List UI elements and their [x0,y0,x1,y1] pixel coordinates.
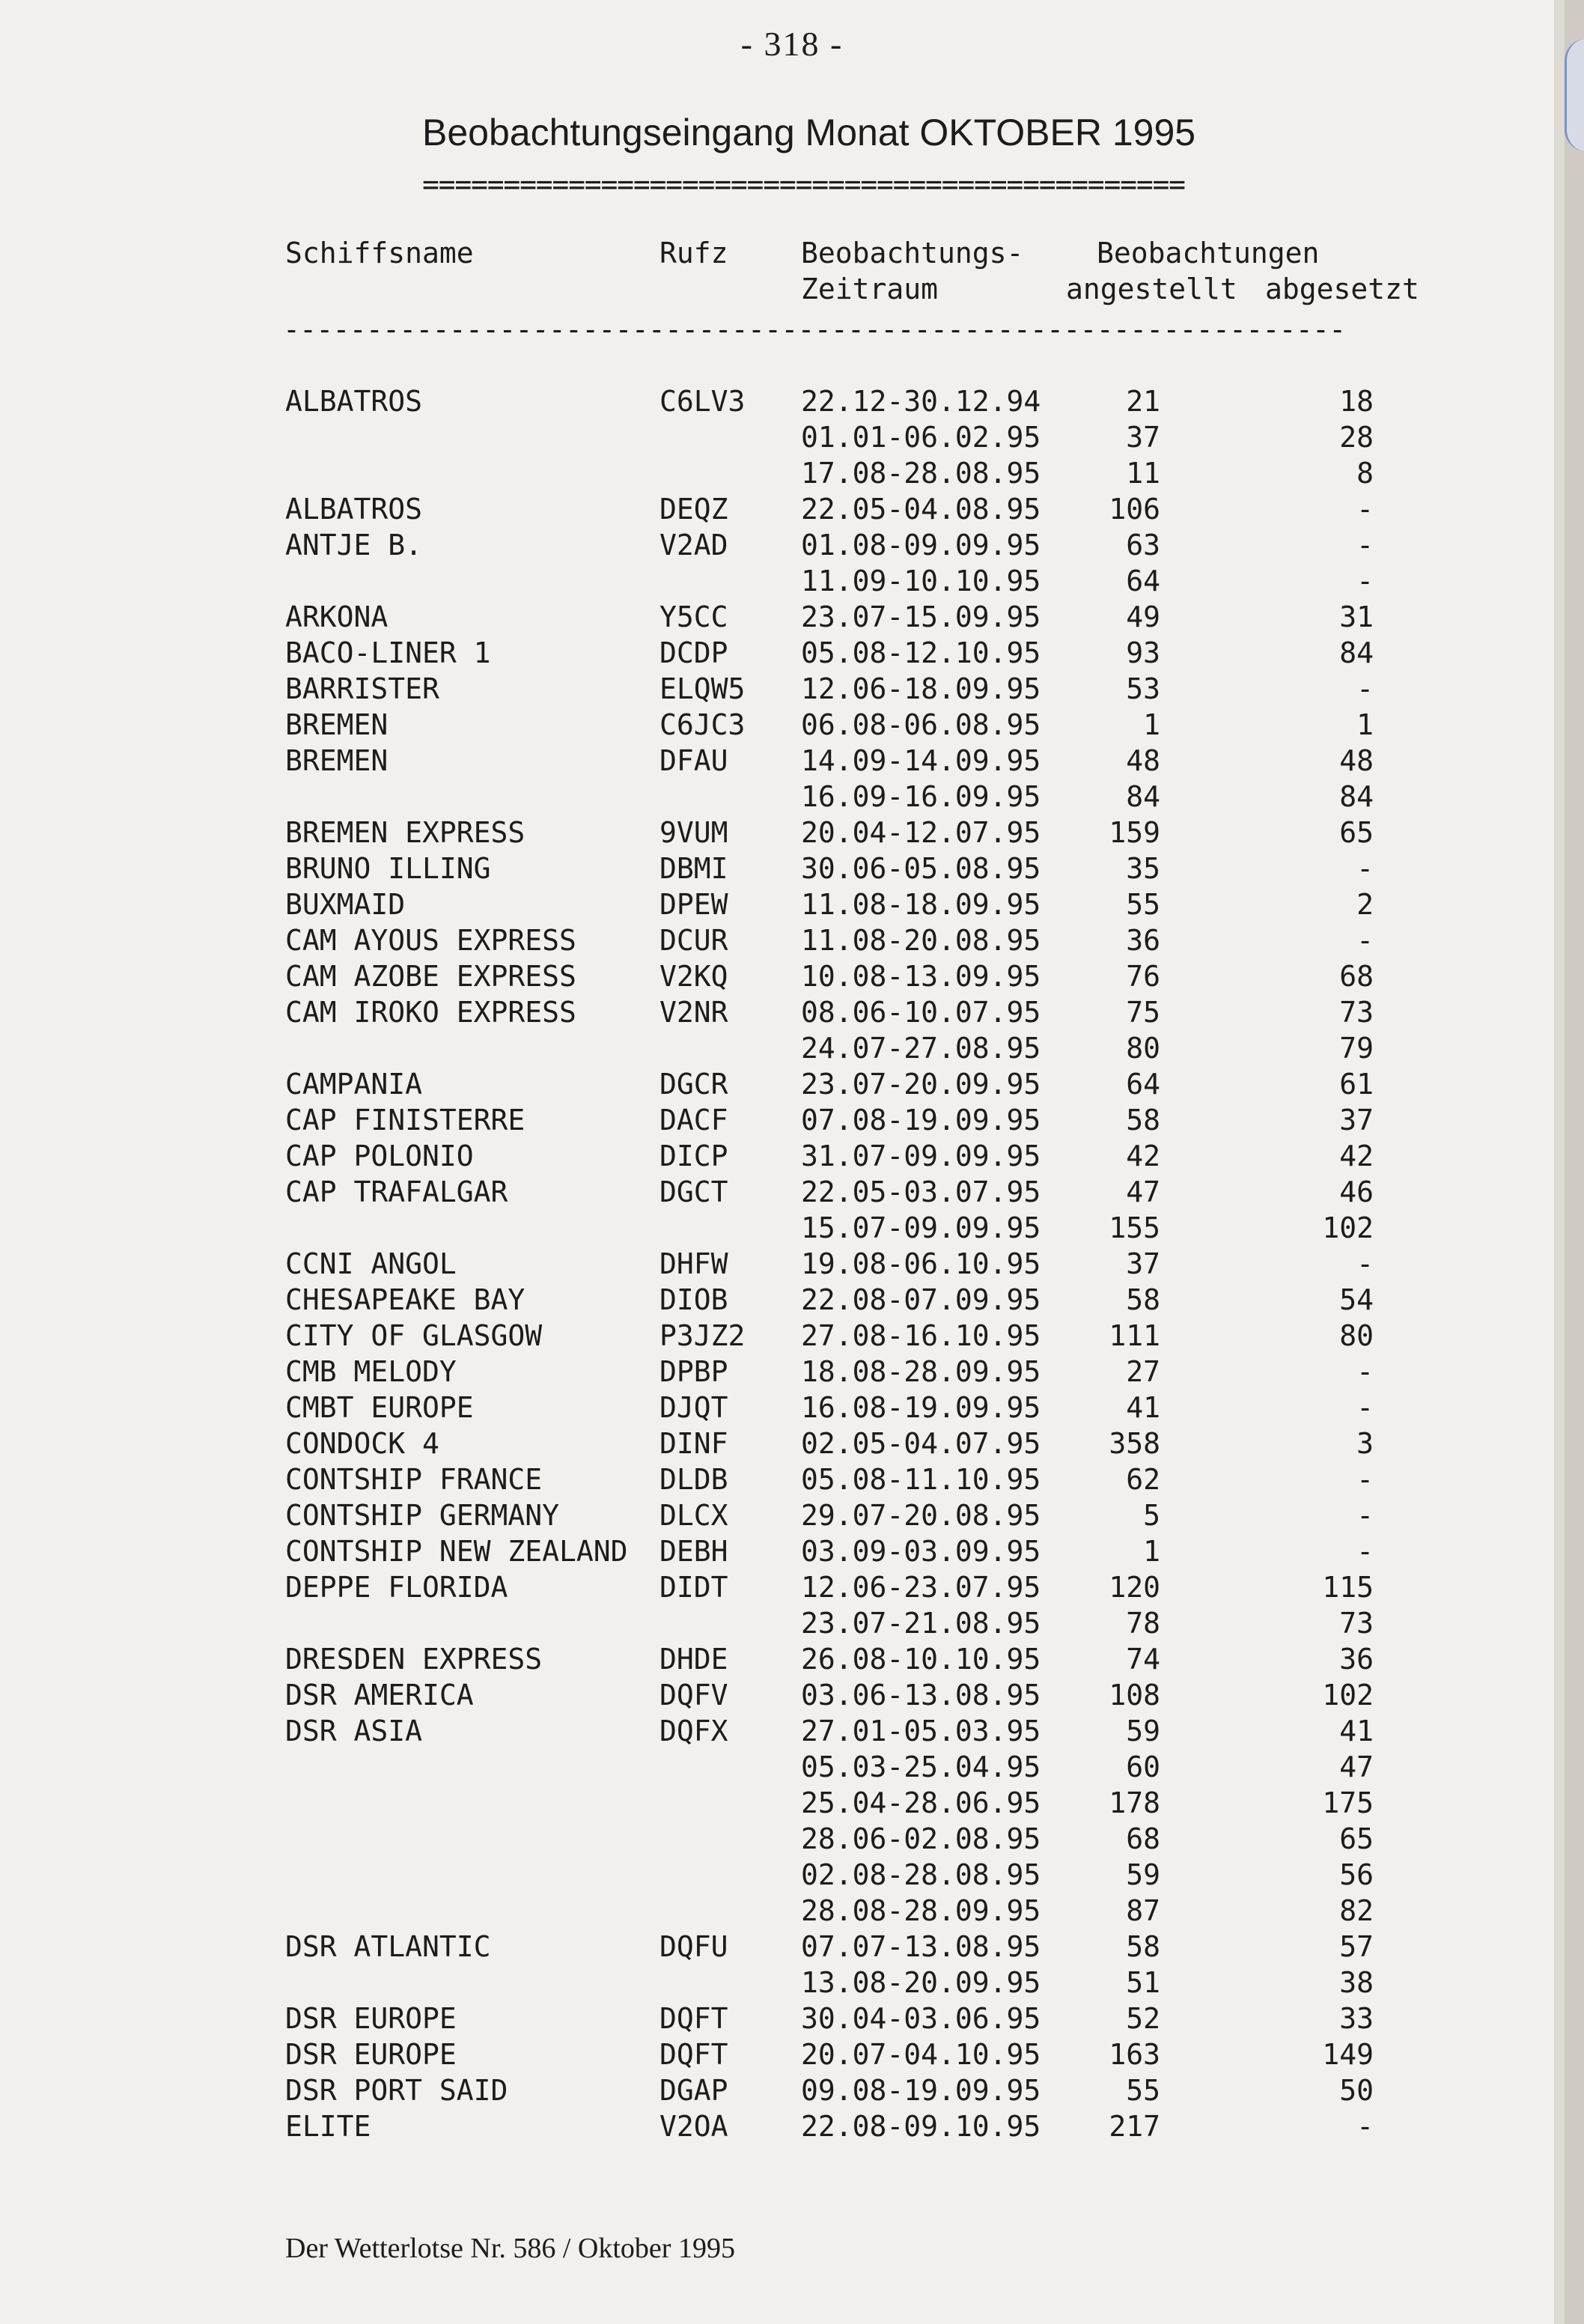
call-sign-cell: DHDE [660,1643,728,1676]
observations-made-cell: 35 [1126,852,1160,885]
table-row [0,1246,1565,1282]
observations-made-cell: 159 [1109,816,1160,849]
period-cell: 22.08-07.09.95 [801,1283,1041,1316]
period-cell: 14.09-14.09.95 [801,744,1041,777]
observations-made-cell: 163 [1109,2038,1160,2071]
period-cell: 05.08-12.10.95 [801,636,1041,669]
table-row [0,1497,1565,1533]
period-cell: 02.08-28.08.95 [801,1858,1041,1891]
observations-made-cell: 1 [1143,708,1160,741]
table-row [0,563,1565,599]
observations-sent-cell: 73 [1339,996,1374,1029]
observations-made-cell: 75 [1126,996,1160,1029]
ship-name-cell: CONTSHIP FRANCE [285,1463,543,1496]
observations-sent-cell: 65 [1339,1822,1374,1855]
table-row [0,1893,1565,1929]
table-row [0,922,1565,958]
observations-sent-cell: 8 [1356,457,1374,490]
ship-name-cell: ANTJE B. [285,529,423,562]
page-footer: Der Wetterlotse Nr. 586 / Oktober 1995 [285,2233,735,2264]
header-sent: abgesetzt [1265,273,1419,305]
observations-made-cell: 27 [1126,1355,1160,1388]
observations-sent-cell: 79 [1339,1032,1374,1065]
header-period-line1: Beobachtungs- [801,237,1024,270]
call-sign-cell: DJQT [660,1391,728,1424]
observations-sent-cell: 31 [1339,600,1374,633]
period-cell: 11.08-18.09.95 [801,888,1041,921]
ship-name-cell: BREMEN [285,708,389,741]
ship-name-cell: CONDOCK 4 [285,1427,439,1460]
period-cell: 20.04-12.07.95 [801,816,1041,849]
ship-name-cell: CAM IROKO EXPRESS [285,996,576,1029]
observations-sent-cell: 47 [1339,1750,1374,1783]
table-row [0,1282,1565,1318]
period-cell: 23.07-21.08.95 [801,1607,1041,1640]
observations-sent-cell: 82 [1339,1894,1374,1927]
table-row [0,1713,1565,1749]
observations-made-cell: 37 [1126,1247,1160,1280]
observations-made-cell: 62 [1126,1463,1160,1496]
period-cell: 12.06-18.09.95 [801,672,1041,705]
call-sign-cell: DEQZ [660,493,728,526]
ship-name-cell: CAP POLONIO [285,1140,474,1172]
call-sign-cell: DCDP [660,636,728,669]
table-row [0,671,1565,707]
ship-name-cell: BREMEN [285,744,389,777]
ship-name-cell: DSR EUROPE [285,2002,457,2035]
ship-name-cell: DSR ATLANTIC [285,1930,491,1963]
call-sign-cell: P3JZ2 [660,1319,746,1352]
table-row [0,958,1565,994]
call-sign-cell: DBMI [660,852,728,885]
observations-made-cell: 55 [1126,888,1160,921]
period-cell: 10.08-13.09.95 [801,960,1041,993]
ship-name-cell: DRESDEN EXPRESS [285,1643,543,1676]
table-row [0,2001,1565,2036]
table-row [0,1929,1565,1965]
observations-sent-cell: 149 [1322,2038,1374,2071]
observations-made-cell: 155 [1109,1211,1160,1244]
period-cell: 23.07-20.09.95 [801,1068,1041,1101]
period-cell: 22.05-03.07.95 [801,1175,1041,1208]
observations-sent-cell: - [1356,1463,1374,1496]
ship-name-cell: CITY OF GLASGOW [285,1319,543,1352]
call-sign-cell: V2OA [660,2110,728,2143]
observations-sent-cell: 61 [1339,1068,1374,1101]
period-cell: 29.07-20.08.95 [801,1499,1041,1532]
period-cell: 22.08-09.10.95 [801,2110,1041,2143]
table-row [0,1605,1565,1641]
observations-made-cell: 36 [1126,924,1160,957]
observations-made-cell: 87 [1126,1894,1160,1927]
stamp-fragment [1565,39,1584,151]
observations-sent-cell: 57 [1339,1930,1374,1963]
ship-name-cell: ELITE [285,2110,371,2143]
period-cell: 01.08-09.09.95 [801,529,1041,562]
observations-sent-cell: 84 [1339,780,1374,813]
period-cell: 25.04-28.06.95 [801,1786,1041,1819]
ship-name-cell: CAP FINISTERRE [285,1104,526,1137]
period-cell: 08.06-10.07.95 [801,996,1041,1029]
table-row [0,707,1565,743]
period-cell: 26.08-10.10.95 [801,1643,1041,1676]
period-cell: 07.07-13.08.95 [801,1930,1041,1963]
observations-sent-cell: 54 [1339,1283,1374,1316]
observations-made-cell: 76 [1126,960,1160,993]
call-sign-cell: V2AD [660,529,728,562]
observations-made-cell: 11 [1126,457,1160,490]
period-cell: 19.08-06.10.95 [801,1247,1041,1280]
observations-sent-cell: - [1356,1355,1374,1388]
table-row [0,455,1565,491]
observations-made-cell: 178 [1109,1786,1160,1819]
table-row [0,1174,1565,1210]
observations-made-cell: 51 [1126,1966,1160,1999]
observations-made-cell: 60 [1126,1750,1160,1783]
ship-name-cell: CONTSHIP NEW ZEALAND [285,1535,628,1568]
table-row [0,599,1565,635]
period-cell: 27.01-05.03.95 [801,1715,1041,1747]
call-sign-cell: DACF [660,1104,728,1137]
observations-sent-cell: 33 [1339,2002,1374,2035]
call-sign-cell: DFAU [660,744,728,777]
period-cell: 27.08-16.10.95 [801,1319,1041,1352]
call-sign-cell: C6LV3 [660,385,746,418]
period-cell: 11.08-20.08.95 [801,924,1041,957]
observations-sent-cell: - [1356,529,1374,562]
observations-sent-cell: 1 [1356,708,1374,741]
period-cell: 17.08-28.08.95 [801,457,1041,490]
observations-sent-cell: 38 [1339,1966,1374,1999]
table-row [0,994,1565,1030]
period-cell: 18.08-28.09.95 [801,1355,1041,1388]
page-edge [1565,0,1584,2324]
observations-made-cell: 84 [1126,780,1160,813]
observations-made-cell: 111 [1109,1319,1160,1352]
table-row [0,419,1565,455]
header-made: angestellt [1066,273,1237,305]
table-row [0,1785,1565,1821]
table-row [0,1318,1565,1354]
table-row [0,2072,1565,2108]
ship-name-cell: BUXMAID [285,888,406,921]
title-underline: =============================================== [422,168,1185,201]
table-row [0,815,1565,851]
call-sign-cell: DLCX [660,1499,728,1532]
table-row [0,1533,1565,1569]
observations-sent-cell: 73 [1339,1607,1374,1640]
observations-made-cell: 120 [1109,1571,1160,1604]
ship-name-cell: CMB MELODY [285,1355,457,1388]
call-sign-cell: 9VUM [660,816,728,849]
call-sign-cell: ELQW5 [660,672,746,705]
ship-name-cell: CMBT EUROPE [285,1391,474,1424]
observations-made-cell: 55 [1126,2074,1160,2107]
period-cell: 05.03-25.04.95 [801,1750,1041,1783]
table-row [0,1965,1565,2001]
observations-sent-cell: 68 [1339,960,1374,993]
observations-made-cell: 68 [1126,1822,1160,1855]
table-row [0,1210,1565,1246]
period-cell: 30.06-05.08.95 [801,852,1041,885]
call-sign-cell: DICP [660,1140,728,1172]
period-cell: 22.12-30.12.94 [801,385,1041,418]
table-row [0,635,1565,671]
table-row [0,527,1565,563]
table-row [0,1461,1565,1497]
observations-made-cell: 64 [1126,1068,1160,1101]
observations-made-cell: 1 [1143,1535,1160,1568]
period-cell: 05.08-11.10.95 [801,1463,1041,1496]
table-row [0,1857,1565,1893]
observations-made-cell: 53 [1126,672,1160,705]
period-cell: 01.01-06.02.95 [801,421,1041,454]
observations-made-cell: 63 [1126,529,1160,562]
observations-sent-cell: 65 [1339,816,1374,849]
observations-made-cell: 78 [1126,1607,1160,1640]
call-sign-cell: Y5CC [660,600,728,633]
ship-name-cell: ARKONA [285,600,389,633]
call-sign-cell: DGCT [660,1175,728,1208]
observations-made-cell: 52 [1126,2002,1160,2035]
observations-sent-cell: 84 [1339,636,1374,669]
ship-name-cell: BREMEN EXPRESS [285,816,526,849]
observations-sent-cell: - [1356,1391,1374,1424]
call-sign-cell: DQFT [660,2038,728,2071]
ship-name-cell: DSR ASIA [285,1715,423,1747]
call-sign-cell: DIOB [660,1283,728,1316]
observations-sent-cell: - [1356,852,1374,885]
page-title: Beobachtungseingang Monat OKTOBER 1995 [422,112,1196,153]
period-cell: 09.08-19.09.95 [801,2074,1041,2107]
call-sign-cell: V2KQ [660,960,728,993]
observations-sent-cell: - [1356,1499,1374,1532]
call-sign-cell: DLDB [660,1463,728,1496]
observations-sent-cell: 102 [1322,1679,1374,1712]
period-cell: 28.06-02.08.95 [801,1822,1041,1855]
period-cell: 15.07-09.09.95 [801,1211,1041,1244]
table-row [0,743,1565,779]
period-cell: 03.06-13.08.95 [801,1679,1041,1712]
observations-made-cell: 358 [1109,1427,1160,1460]
observations-made-cell: 106 [1109,493,1160,526]
call-sign-cell: DINF [660,1427,728,1460]
observations-sent-cell: 56 [1339,1858,1374,1891]
header-period-line2: Zeitraum [801,273,939,305]
page-number: - 318 - [740,25,844,63]
table-row [0,1390,1565,1426]
call-sign-cell: DPBP [660,1355,728,1388]
observations-sent-cell: 42 [1339,1140,1374,1172]
page-gutter [1554,0,1565,2324]
table-row [0,1749,1565,1785]
period-cell: 03.09-03.09.95 [801,1535,1041,1568]
ship-name-cell: DSR AMERICA [285,1679,474,1712]
call-sign-cell: DCUR [660,924,728,957]
period-cell: 16.08-19.09.95 [801,1391,1041,1424]
call-sign-cell: V2NR [660,996,728,1029]
observations-sent-cell: 115 [1322,1571,1374,1604]
period-cell: 22.05-04.08.95 [801,493,1041,526]
observations-made-cell: 5 [1143,1499,1160,1532]
ship-name-cell: CHESAPEAKE BAY [285,1283,526,1316]
ship-name-cell: BRUNO ILLING [285,852,491,885]
table-row [0,779,1565,815]
observations-made-cell: 37 [1126,421,1160,454]
observations-sent-cell: 36 [1339,1643,1374,1676]
table-row [0,851,1565,886]
ship-name-cell: CCNI ANGOL [285,1247,457,1280]
period-cell: 07.08-19.09.95 [801,1104,1041,1137]
call-sign-cell: DGCR [660,1068,728,1101]
observations-made-cell: 59 [1126,1715,1160,1747]
observations-made-cell: 93 [1126,636,1160,669]
observations-sent-cell: - [1356,2110,1374,2143]
observations-sent-cell: 175 [1322,1786,1374,1819]
ship-name-cell: ALBATROS [285,385,423,418]
ship-name-cell: BARRISTER [285,672,439,705]
period-cell: 11.09-10.10.95 [801,565,1041,597]
observations-made-cell: 74 [1126,1643,1160,1676]
period-cell: 30.04-03.06.95 [801,2002,1041,2035]
observations-sent-cell: - [1356,1535,1374,1568]
observations-sent-cell: 50 [1339,2074,1374,2107]
ship-name-cell: ALBATROS [285,493,423,526]
header-rule: ---------------------------------------------------------------- [283,313,1346,346]
ship-name-cell: CONTSHIP GERMANY [285,1499,560,1532]
table-row [0,1569,1565,1605]
observations-made-cell: 217 [1109,2110,1160,2143]
call-sign-cell: DEBH [660,1535,728,1568]
table-row [0,1426,1565,1461]
observations-made-cell: 47 [1126,1175,1160,1208]
period-cell: 16.09-16.09.95 [801,780,1041,813]
table-row [0,491,1565,527]
header-call-sign: Rufz [660,237,728,270]
period-cell: 31.07-09.09.95 [801,1140,1041,1172]
call-sign-cell: DQFT [660,2002,728,2035]
table-row [0,2108,1565,2144]
call-sign-cell: DIDT [660,1571,728,1604]
ship-name-cell: DSR EUROPE [285,2038,457,2071]
observations-sent-cell: - [1356,672,1374,705]
observations-made-cell: 80 [1126,1032,1160,1065]
table-row [0,1641,1565,1677]
observations-made-cell: 49 [1126,600,1160,633]
call-sign-cell: DQFX [660,1715,728,1747]
table-row [0,886,1565,922]
observations-sent-cell: 28 [1339,421,1374,454]
table-row [0,1138,1565,1174]
period-cell: 12.06-23.07.95 [801,1571,1041,1604]
observation-table [0,383,1565,2144]
observations-sent-cell: 46 [1339,1175,1374,1208]
observations-sent-cell: 37 [1339,1104,1374,1137]
observations-made-cell: 42 [1126,1140,1160,1172]
ship-name-cell: CAM AYOUS EXPRESS [285,924,576,957]
table-row [0,1677,1565,1713]
call-sign-cell: DQFU [660,1930,728,1963]
observations-sent-cell: - [1356,1247,1374,1280]
ship-name-cell: DEPPE FLORIDA [285,1571,508,1604]
ship-name-cell: CAMPANIA [285,1068,423,1101]
period-cell: 06.08-06.08.95 [801,708,1041,741]
observations-made-cell: 58 [1126,1104,1160,1137]
observations-sent-cell: 2 [1356,888,1374,921]
observations-made-cell: 41 [1126,1391,1160,1424]
call-sign-cell: DHFW [660,1247,728,1280]
table-row [0,1354,1565,1390]
observations-made-cell: 108 [1109,1679,1160,1712]
call-sign-cell: DQFV [660,1679,728,1712]
ship-name-cell: BACO-LINER 1 [285,636,491,669]
observations-sent-cell: 80 [1339,1319,1374,1352]
observations-made-cell: 58 [1126,1283,1160,1316]
period-cell: 13.08-20.09.95 [801,1966,1041,1999]
period-cell: 20.07-04.10.95 [801,2038,1041,2071]
observations-made-cell: 21 [1126,385,1160,418]
ship-name-cell: CAM AZOBE EXPRESS [285,960,576,993]
call-sign-cell: DGAP [660,2074,728,2107]
period-cell: 02.05-04.07.95 [801,1427,1041,1460]
period-cell: 28.08-28.09.95 [801,1894,1041,1927]
observations-made-cell: 59 [1126,1858,1160,1891]
observations-made-cell: 48 [1126,744,1160,777]
period-cell: 23.07-15.09.95 [801,600,1041,633]
table-row [0,1030,1565,1066]
table-row [0,383,1565,419]
ship-name-cell: DSR PORT SAID [285,2074,508,2107]
observations-sent-cell: 48 [1339,744,1374,777]
table-row [0,1102,1565,1138]
table-row [0,1821,1565,1857]
observations-sent-cell: 18 [1339,385,1374,418]
observations-made-cell: 64 [1126,565,1160,597]
observations-sent-cell: 102 [1322,1211,1374,1244]
observations-sent-cell: - [1356,565,1374,597]
observations-sent-cell: - [1356,493,1374,526]
observations-sent-cell: 41 [1339,1715,1374,1747]
observations-made-cell: 58 [1126,1930,1160,1963]
ship-name-cell: CAP TRAFALGAR [285,1175,508,1208]
observations-sent-cell: 3 [1356,1427,1374,1460]
table-row [0,1066,1565,1102]
table-row [0,2036,1565,2072]
header-observations: Beobachtungen [1097,237,1320,270]
period-cell: 24.07-27.08.95 [801,1032,1041,1065]
observations-sent-cell: - [1356,924,1374,957]
call-sign-cell: DPEW [660,888,728,921]
call-sign-cell: C6JC3 [660,708,746,741]
header-ship-name: Schiffsname [285,237,474,270]
